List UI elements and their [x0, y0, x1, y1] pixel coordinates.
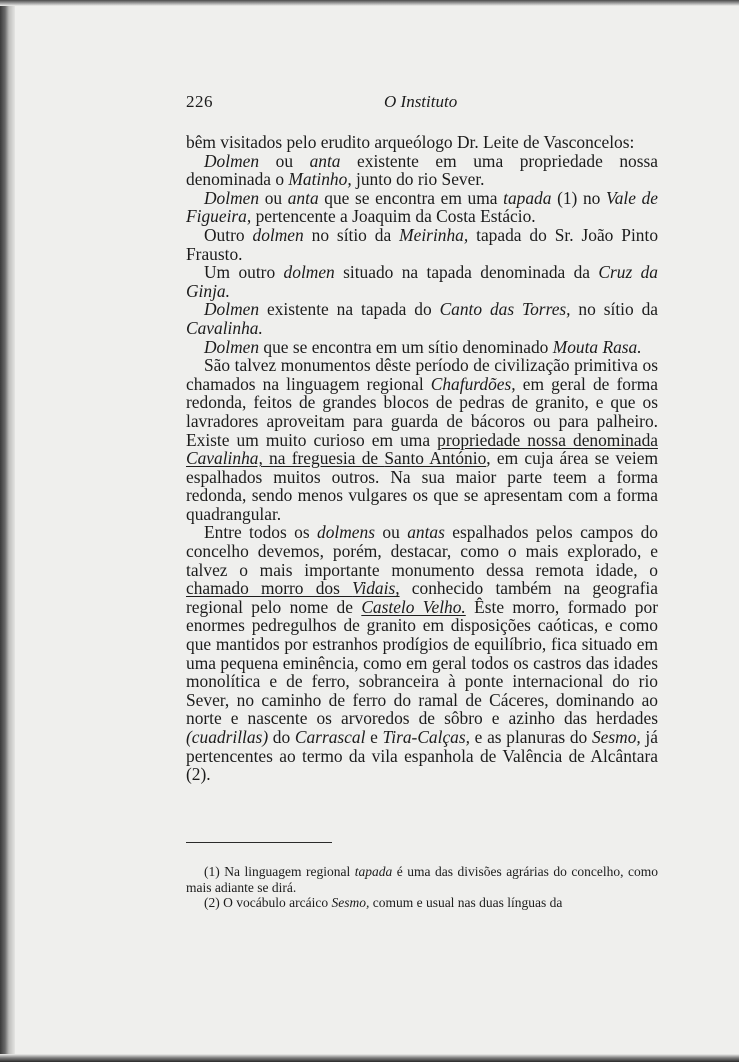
text-run: , em cuja área se veiem espalhados muitos outros. Na sua maior parte teem a forma redonda, sendo menos vulgares os que se apresentam com a forma quadrangular.	[186, 448, 658, 524]
italic-run: Canto das Torres,	[439, 299, 571, 320]
text-run: chamado morro dos	[186, 578, 353, 599]
text-run: ou	[259, 150, 310, 171]
running-title: O Instituto	[384, 92, 458, 111]
italic-run: dolmen	[283, 262, 335, 283]
italic-run: Tira-Calças,	[382, 727, 470, 747]
italic-run: Chafurdões,	[430, 373, 516, 394]
paragraph	[186, 263, 658, 300]
text-run: é uma das divisões agrárias do concelho, como mais adiante se dirá.	[186, 864, 659, 895]
scan-top-edge	[0, 0, 739, 6]
italic-run: antas	[407, 522, 445, 543]
footnote-separator	[186, 842, 332, 843]
paragraph	[186, 523, 658, 783]
italic-run: Dolmen	[204, 150, 260, 171]
italic-run: Sesmo,	[331, 895, 370, 911]
text-run: tapada do Sr. João Pinto Frausto.	[186, 224, 659, 264]
italic-run: anta	[309, 150, 341, 171]
italic-run: Cruz da Ginja.	[186, 262, 658, 301]
italic-run: tapada	[503, 187, 552, 208]
text-run: que se encontra em um sítio denominado	[259, 336, 553, 357]
text-run: e as planuras do	[470, 727, 592, 747]
text-run: no sítio da	[570, 299, 658, 320]
text-run: (1) no	[551, 187, 607, 208]
text-run: do	[268, 727, 295, 747]
text-run: em geral de forma redonda, feitos de grandes blocos de pedras de granito, e que os lavradores aproveitam para guarda de bácoros ou para palheiro. Existe um muito curioso em uma	[186, 373, 658, 450]
paragraph	[186, 356, 658, 523]
text-run: já pertencentes ao termo da vila espanhola de Valência de Alcântara (2).	[186, 727, 658, 785]
text-run: propriedade nossa denominada	[437, 429, 658, 450]
text-run: Entre todos os	[204, 522, 318, 543]
italic-run: Sesmo,	[591, 727, 641, 747]
paragraph	[186, 152, 658, 189]
paragraph	[186, 189, 658, 226]
text-run: espalhados pelos campos do concelho devemos, porém, destacar, como o mais explorado, e talvez o mais importante monumento dessa remota idade, o	[186, 522, 659, 580]
text-run: ou	[374, 522, 408, 543]
text-run: São talvez monumentos dêste período de civilização primitiva os chamados na linguagem regional	[186, 355, 658, 394]
italic-run: Castelo Velho.	[361, 596, 466, 617]
text-run: conhecido também na geografia regional pelo nome de	[186, 578, 658, 617]
italic-run: Vidais,	[352, 578, 400, 599]
text-run: ou	[259, 187, 288, 208]
scan-bottom-edge	[0, 1054, 739, 1062]
page-number: 226	[186, 92, 213, 111]
italic-run: Cavalinha,	[186, 448, 263, 469]
italic-run: tapada	[354, 864, 393, 879]
text-run: Êste morro, formado por enormes pedregulhos de granito em disposições caóticas, e como que mantidos por estranhos prodígios de equilíbrio, fica situado em uma pequena eminência, como em geral todos os castros das idades monolítica e de ferro, sobranceira à ponte internacional do rio Sever, no caminho de ferro do ramal de Cáceres, dominando ao norte e nascente os arvoredos de sôbro e azinho das herdades	[186, 596, 658, 729]
text-run: situado na tapada denominada da	[334, 262, 599, 283]
text-run: junto do rio Sever.	[351, 169, 485, 190]
footnote	[186, 864, 658, 895]
text-run: que se encontra em uma	[318, 187, 504, 208]
scan-binding-shadow	[0, 0, 15, 1062]
text-run: Outro	[204, 224, 253, 245]
text-run: pertencente a Joaquim da Costa Estácio.	[251, 206, 536, 227]
italic-run: Dolmen	[204, 299, 260, 320]
italic-run: Dolmen	[204, 187, 260, 208]
text-run: e	[365, 727, 383, 747]
italic-run: Cavalinha.	[186, 317, 263, 338]
body-text	[186, 133, 658, 784]
text-run: no sítio da	[303, 224, 400, 245]
italic-run: Matinho,	[288, 169, 352, 190]
text-run: existente em uma propriedade nossa denominada o	[186, 150, 658, 190]
text-run: (1) Na linguagem regional	[204, 864, 355, 879]
italic-run: dolmen	[252, 224, 304, 245]
text-run: na freguesia de	[262, 448, 385, 469]
italic-run: Carrascal	[294, 727, 366, 747]
paragraph	[186, 133, 658, 152]
page-header	[186, 92, 658, 118]
italic-run: (cuadrillas)	[186, 727, 269, 747]
italic-run: Vale de Figueira,	[186, 187, 659, 227]
text-run: (2) O vocábulo arcáico	[204, 895, 332, 911]
italic-run: anta	[287, 187, 319, 208]
text-run: bêm visitados pelo erudito arqueólogo Dr. Leite de Vasconcelos:	[186, 132, 635, 152]
italic-run: Meirinha,	[399, 224, 469, 245]
footnotes	[186, 864, 658, 911]
text-run: Santo António	[384, 448, 487, 469]
footnote	[186, 895, 658, 911]
paragraph	[186, 338, 658, 357]
italic-run: dolmens	[317, 522, 375, 543]
text-run: comum e usual nas duas línguas da	[369, 895, 563, 911]
paragraph	[186, 300, 658, 337]
text-run: Um outro	[204, 262, 284, 283]
text-run: existente na tapada do	[259, 299, 440, 320]
italic-run: Mouta Rasa.	[552, 336, 642, 357]
paragraph	[186, 226, 658, 263]
italic-run: Dolmen	[204, 336, 260, 357]
